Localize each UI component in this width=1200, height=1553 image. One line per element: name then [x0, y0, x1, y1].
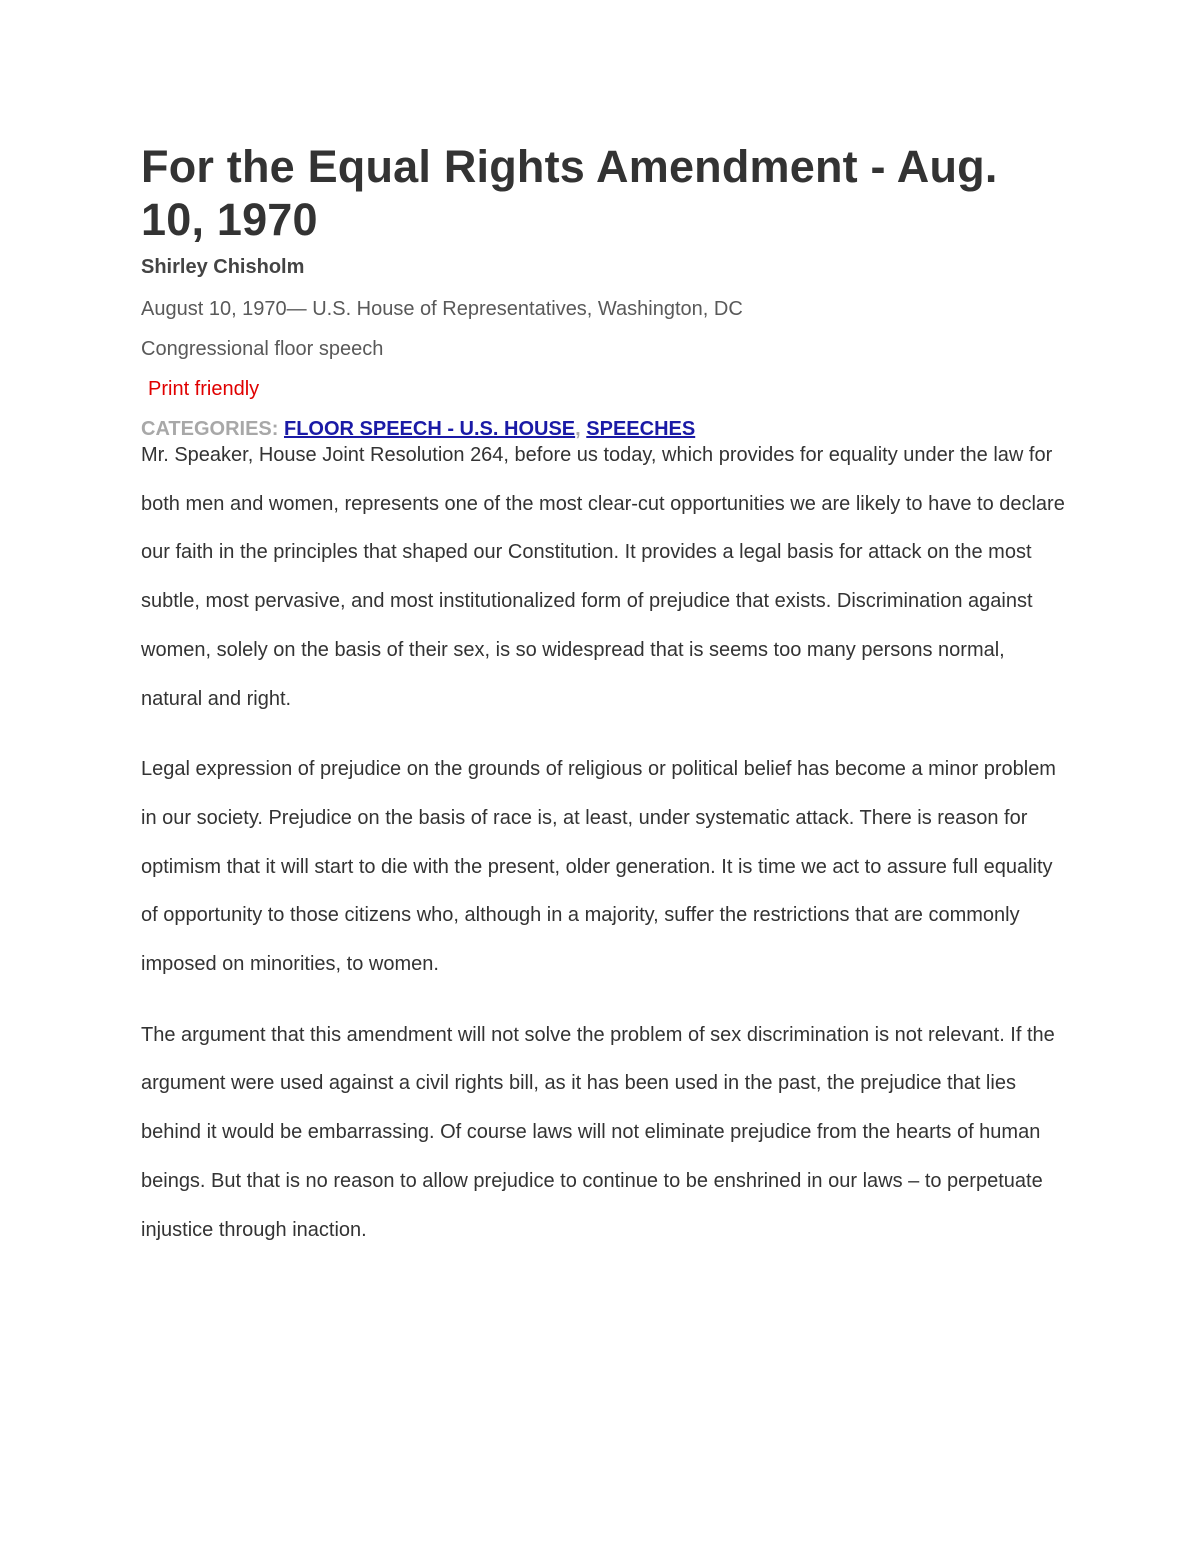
body-paragraph: The argument that this amendment will not solve the problem of sex discrimination is not relevant. If the argument were used against a civil rights bill, as it has been used in the past, the prejudice that lies behind it would be embarrassing. Of course laws will not eliminate prejudice from the hearts of human beings. But that is no reason to allow prejudice to continue to be enshrined in our laws – to perpetuate injustice through inaction.	[141, 1023, 1055, 1241]
body-paragraph: Legal expression of prejudice on the grounds of religious or political belief has become a minor problem in our society. Prejudice on the basis of race is, at least, under systematic attack. There is reason for optimism that it will start to die with the present, older generation. It is time we act to assure full equality of opportunity to those citizens who, although in a majority, suffer the restrictions that are commonly imposed on minorities, to women.	[141, 758, 1056, 976]
categories-label: CATEGORIES:	[141, 418, 279, 440]
article-speech-type: Congressional floor speech	[141, 338, 384, 360]
print-friendly-link[interactable]: Print friendly	[148, 378, 260, 400]
article-date-location: August 10, 1970— U.S. House of Representatives, Washington, DC	[141, 298, 743, 320]
article	[141, 140, 1071, 1254]
article-title: For the Equal Rights Amendment - Aug. 10, 1970	[141, 141, 998, 245]
body-paragraph: Mr. Speaker, House Joint Resolution 264, before us today, which provides for equality under the law for both men and women, represents one of the most clear-cut opportunities we are likely to have to declare our faith in the principles that shaped our Constitution. It provides a legal basis for attack on the most subtle, most pervasive, and most institutionalized form of prejudice that exists. Discrimination against women, solely on the basis of their sex, is so widespread that is seems too many persons normal, natural and right.	[141, 444, 1065, 710]
category-link-floor-speech[interactable]: FLOOR SPEECH - U.S. HOUSE	[283, 418, 576, 440]
category-link-speeches[interactable]: SPEECHES	[586, 418, 696, 440]
article-author: Shirley Chisholm	[141, 256, 305, 278]
category-separator: ,	[575, 418, 581, 440]
article-body	[141, 431, 1071, 1254]
